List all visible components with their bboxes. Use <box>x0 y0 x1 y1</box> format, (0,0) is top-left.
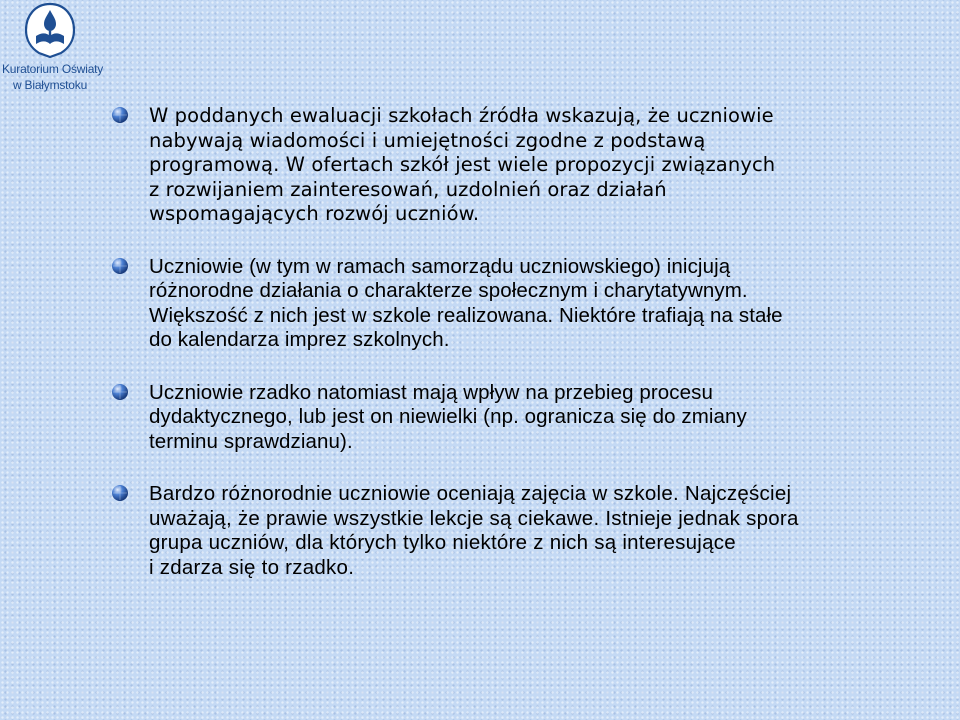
sphere-bullet-icon <box>110 382 130 402</box>
bullet-item-1 <box>110 104 920 227</box>
kuratorium-logo <box>2 2 104 100</box>
bullet-item-2 <box>110 255 920 353</box>
bullet-text-4: Bardzo różnorodnie uczniowie oceniają zajęcia w szkole. Najczęściej uważają, że prawie wszystkie lekcje są ciekawe. Istnieje jednak spora grupa uczniów, dla których tylko niektóre z nich są interesujące i zdarza się to rzadko. <box>149 482 799 579</box>
bullet-item-3 <box>110 381 920 455</box>
logo-line-1: Kuratorium Oświaty <box>2 62 104 76</box>
sphere-bullet-icon <box>110 256 130 276</box>
sphere-bullet-icon <box>110 105 130 125</box>
bullet-text-3: Uczniowie rzadko natomiast mają wpływ na przebieg procesu dydaktycznego, lub jest on niewielki (np. ogranicza się do zmiany terminu sprawdzianu). <box>149 380 747 453</box>
kuratorium-emblem-icon <box>25 2 75 58</box>
bullet-item-4 <box>110 482 920 580</box>
slide-content <box>110 104 920 608</box>
bullet-text-2: Uczniowie (w tym w ramach samorządu uczniowskiego) inicjują różnorodne działania o charakterze społecznym i charytatywnym. Większość z nich jest w szkole realizowana. Niektóre trafiają na stałe do kalendarza imprez szkolnych. <box>149 254 783 351</box>
logo-line-2: w Białymstoku <box>12 78 88 92</box>
sphere-bullet-icon <box>110 483 130 503</box>
bullet-text-1: W poddanych ewaluacji szkołach źródła wskazują, że uczniowie nabywają wiadomości i umiejętności zgodne z podstawą programową. W ofertach szkół jest wiele propozycji związanych z rozwijaniem zainteresowań, uzdolnień oraz działań wspomagających rozwój uczniów. <box>149 104 776 225</box>
